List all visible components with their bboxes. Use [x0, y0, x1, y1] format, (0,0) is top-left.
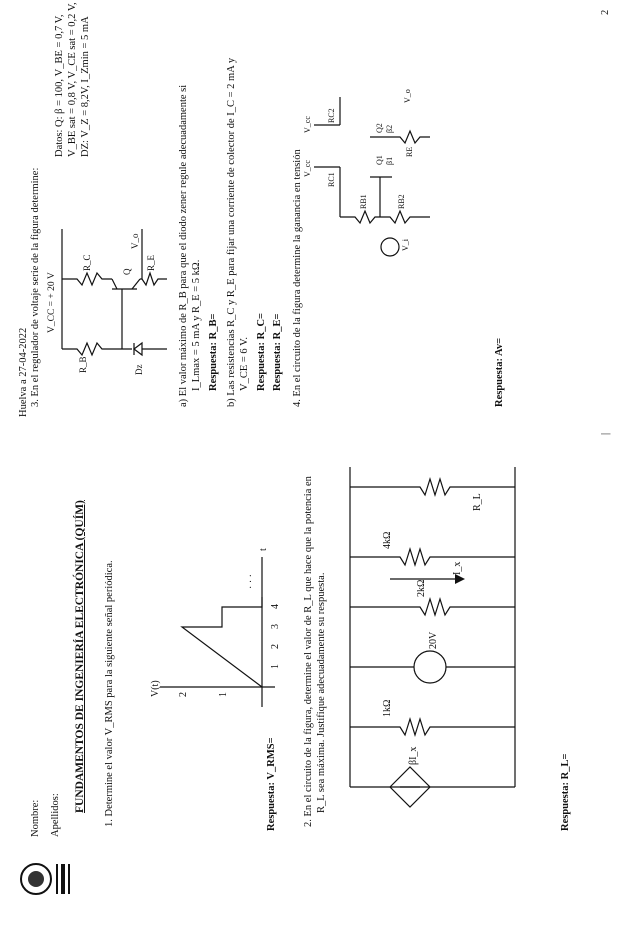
q2-ix-label: I_x — [452, 561, 463, 575]
q2-circuit — [330, 467, 540, 807]
q2-r2-label: 2kΩ — [416, 579, 427, 597]
q2-rl-label: R_L — [472, 493, 483, 511]
q1-xtick-1: 1 — [270, 664, 281, 669]
q4-vcc-label-1: V_cc — [303, 160, 312, 177]
q3-datos-line3: DZ: V_Z = 8,2V, I_Zmin = 5 mA — [80, 16, 91, 157]
q1-xlabel: t — [258, 548, 269, 551]
q3-rc-label: R_C — [82, 254, 92, 271]
q1-ytick-1: 1 — [218, 692, 229, 697]
q3-vo-label: V_o — [130, 233, 140, 249]
q3-b-line2: V_CE = 6 V. — [239, 337, 250, 391]
q4-text: 4. En el circuito de la figura determine la ganancia en tensión — [292, 149, 303, 407]
stray-mark: | — [600, 432, 611, 435]
exam-title: FUNDAMENTOS DE INGENIERÍA ELECTRÓNICA (QUÍM) — [74, 500, 86, 813]
q2-answer-label: Respuesta: R_L= — [560, 753, 571, 831]
q3-re-label: R_E — [146, 254, 156, 271]
q3-a-answer: Respuesta: R_B= — [208, 313, 219, 391]
q2-source-label: βI_x — [408, 746, 419, 765]
q3-datos-line1: Datos: Q: β = 100, V_BE = 0,7 V, — [54, 14, 65, 157]
q3-b-answer-re: Respuesta: R_E= — [272, 313, 283, 391]
q4-rb2-label: RB2 — [397, 194, 406, 209]
q3-dz-label: Dz — [134, 364, 144, 375]
university-logo — [16, 839, 76, 899]
q2-text-line1: 2. En el circuito de la figura, determine el valor de R_L que hace que la potencia en — [303, 476, 314, 827]
exam-date: Huelva a 27-04-2022 — [18, 327, 29, 417]
q3-a-line1: a) El valor máximo de R_B para que el diodo zener regule adecuadamente si — [178, 84, 189, 407]
q3-vcc-label: V_CC = + 20 V — [47, 272, 57, 333]
q4-q2-label: Q2 — [375, 123, 384, 133]
q1-signal-plot — [150, 537, 290, 727]
q1-ellipsis: · · · — [246, 574, 257, 589]
nombre-label: Nombre: — [30, 799, 41, 837]
q3-regulator-circuit — [42, 209, 172, 379]
q4-re-label: RE — [405, 146, 414, 157]
q1-text: 1. Determine el valor V_RMS para la siguiente señal periódica. — [104, 560, 115, 827]
q3-b-answer-rc: Respuesta: R_C= — [256, 312, 267, 391]
q4-vo-label: V_o — [403, 89, 412, 103]
q2-r1-label: 1kΩ — [382, 699, 393, 717]
q4-vcc-label-2: V_cc — [303, 116, 312, 133]
q2-text-line2: R_L sea máxima. Justifique adecuadamente su respuesta. — [316, 572, 327, 813]
q4-vi-label: V_i — [401, 239, 410, 251]
q4-rb1-label: RB1 — [359, 194, 368, 209]
q3-datos-line2: V_BE sat = 0,8 V, V_CE sat = 0,2 V, — [67, 2, 78, 157]
q3-a-line2: I_Lmax = 5 mA y R_E = 5 kΩ. — [191, 259, 202, 391]
q3-text: 3. En el regulador de voltaje serie de la figura determine: — [30, 167, 41, 407]
q3-b-line1: b) Las resistencias R_C y R_E para fijar una corriente de colector de I_C = 2 mA y — [226, 57, 237, 407]
q1-xtick-4: 4 — [270, 604, 281, 609]
q1-ytick-2: 2 — [178, 692, 189, 697]
q4-rc2-label: RC2 — [327, 108, 336, 123]
q3-rb-label: R_B — [78, 356, 88, 373]
page-number: 2 — [600, 9, 611, 15]
q4-b1-label: β1 — [385, 156, 394, 165]
q4-answer-label: Respuesta: Av= — [494, 337, 505, 407]
q2-v-label: 20V — [428, 631, 439, 649]
q1-ylabel: V(t) — [150, 680, 161, 697]
q4-amplifier-circuit — [300, 87, 450, 251]
q2-r3-label: 4kΩ — [382, 531, 393, 549]
apellidos-label: Apellidos: — [50, 793, 61, 837]
q1-xtick-2: 2 — [270, 644, 281, 649]
q4-b2-label: β2 — [385, 124, 394, 133]
q1-answer-label: Respuesta: V_RMS= — [266, 737, 277, 831]
q3-q-label: Q — [122, 268, 132, 275]
q4-q1-label: Q1 — [375, 155, 384, 165]
q4-rc1-label: RC1 — [327, 172, 336, 187]
q1-xtick-3: 3 — [270, 624, 281, 629]
